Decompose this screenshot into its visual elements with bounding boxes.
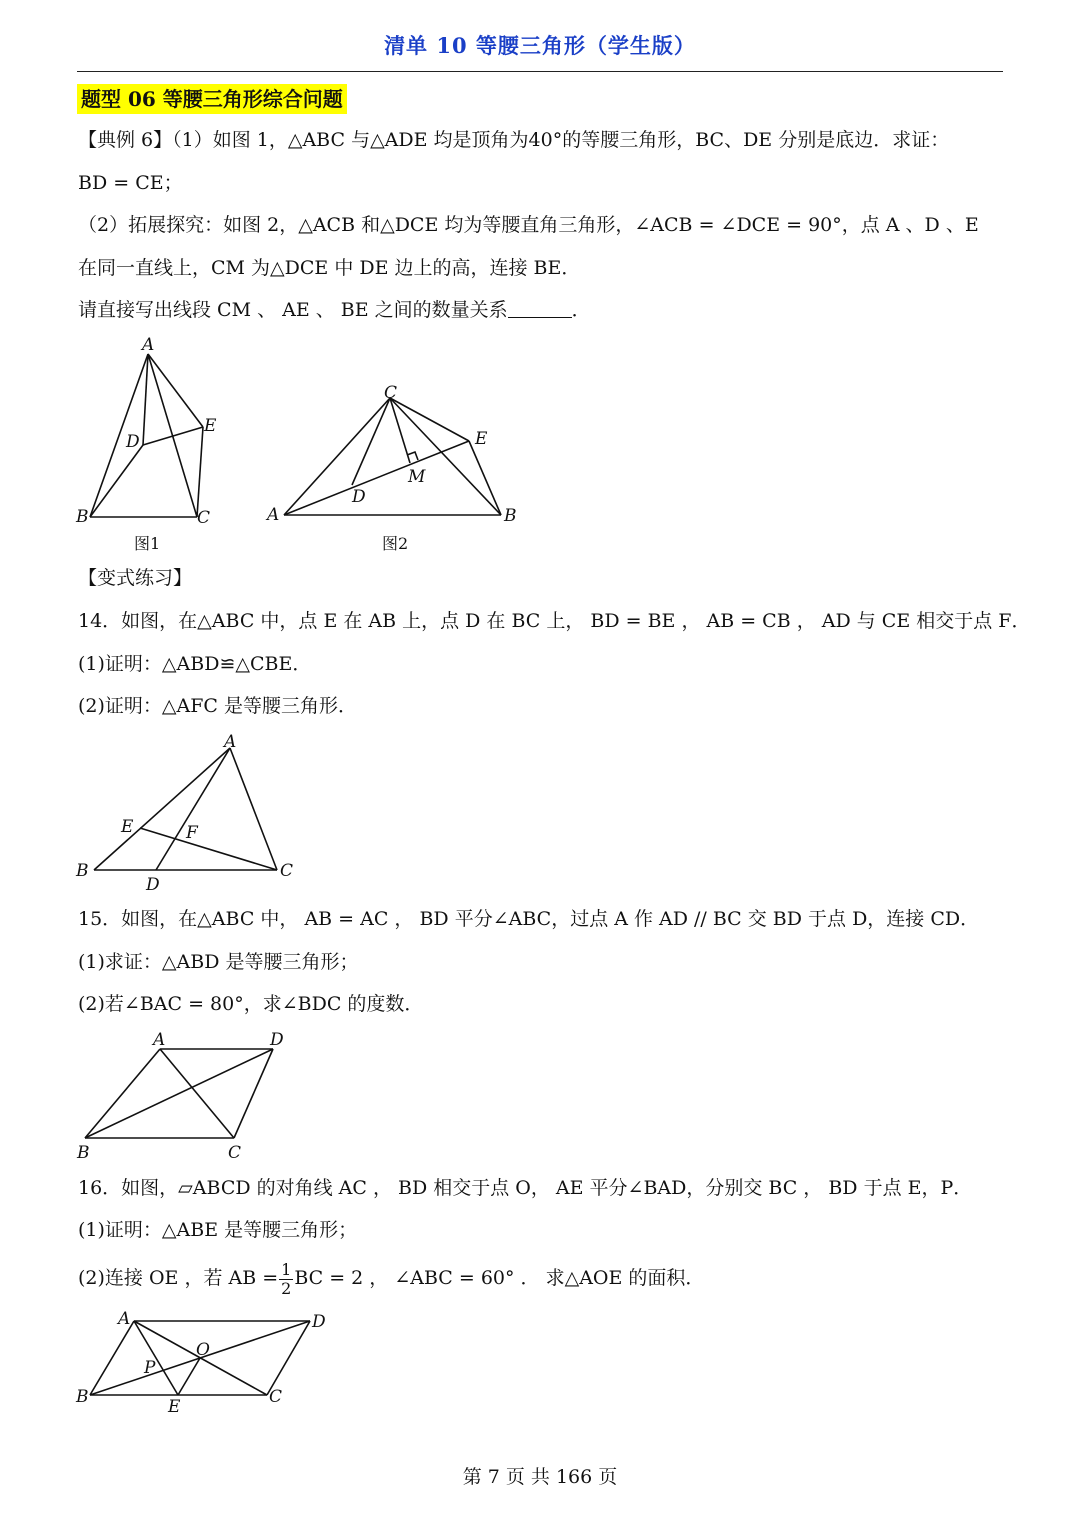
q16-line-1: 16．如图，▱ABCD 的对角线 AC ， BD 相交于点 O， AE 平分∠BAD，分别交 BC ， BD 于点 E，P． [78, 1177, 973, 1199]
q15-label-a: A [153, 1030, 166, 1050]
fig1-label-a: A [142, 335, 155, 355]
q15-line-3: (2)若∠BAC = 80°，求∠BDC 的度数． [78, 993, 424, 1015]
fig2-label-d: D [352, 487, 366, 507]
header-divider [77, 71, 1003, 72]
q15-figure [70, 1025, 310, 1165]
q16-line-3-end: BC = 2 ， ∠ABC = 60° ． 求△AOE 的面积． [294, 1267, 705, 1289]
q16-label-d: D [312, 1312, 326, 1332]
fig2-label-c: C [384, 383, 398, 403]
q14-label-b: B [76, 861, 89, 881]
q16-line-3 [78, 1258, 704, 1298]
q15-label-c: C [228, 1143, 242, 1163]
fig2-label-a: A [267, 505, 280, 525]
fig2-label-b: B [504, 506, 517, 526]
q14-label-d: D [146, 875, 160, 895]
q15-label-b: B [77, 1143, 90, 1163]
practice-heading: 【变式练习】 [78, 567, 193, 589]
q14-label-c: C [280, 861, 294, 881]
figure-1 [70, 330, 240, 560]
example-line-1: 【典例 6】（1）如图 1，△ABC 与△ADE 均是顶角为40°的等腰三角形，BC、DE 分别是底边．求证： [78, 129, 950, 151]
q16-line-3-start: (2)连接 OE ，若 AB = [78, 1267, 279, 1289]
q16-label-c: C [269, 1387, 283, 1407]
q14-line-3: (2)证明：△AFC 是等腰三角形． [78, 695, 358, 717]
q16-label-o: O [196, 1340, 210, 1360]
q14-line-1: 14．如图，在△ABC 中，点 E 在 AB 上，点 D 在 BC 上， BD = BE ， AB = CB ， AD 与 CE 相交于点 F． [78, 610, 1031, 632]
fig1-label-d: D [126, 432, 140, 452]
q14-label-a: A [224, 732, 237, 752]
q15-line-1: 15．如图，在△ABC 中， AB = AC ， BD 平分∠ABC，过点 A 作 AD // BC 交 BD 于点 D，连接 CD． [78, 908, 980, 930]
fig2-label-m: M [408, 467, 426, 487]
fig1-label-b: B [76, 507, 89, 527]
q16-label-a: A [118, 1309, 131, 1329]
q16-line-2: (1)证明：△ABE 是等腰三角形； [78, 1219, 358, 1241]
q16-label-b: B [76, 1387, 89, 1407]
answer-blank [508, 297, 572, 318]
example-line-2: BD = CE； [78, 172, 183, 194]
fig2-caption: 图2 [382, 534, 409, 553]
page-header-title: 清单 10 等腰三角形（学生版） [384, 33, 696, 58]
fig2-label-e: E [475, 429, 488, 449]
fig1-label-c: C [197, 508, 211, 528]
fig1-caption: 图1 [134, 534, 161, 553]
q14-figure [70, 728, 310, 898]
q14-label-f: F [186, 823, 198, 843]
example-line-3: （2）拓展探究：如图 2，△ACB 和△DCE 均为等腰直角三角形，∠ACB = ∠DCE = 90°，点 A 、D 、E [78, 214, 979, 236]
q16-figure [70, 1305, 370, 1420]
fraction-one-half: $\frac{1}{2}$ [281, 1259, 292, 1298]
page-footer: 第 7 页 共 166 页 [462, 1466, 618, 1488]
q15-label-d: D [270, 1030, 284, 1050]
example-question-end: ． [571, 299, 591, 321]
q16-label-p: P [144, 1358, 156, 1378]
q16-label-e: E [168, 1397, 181, 1417]
q14-label-e: E [121, 817, 134, 837]
section-label: 题型 06 等腰三角形综合问题 [77, 84, 347, 114]
q15-line-2: (1)求证：△ABD 是等腰三角形； [78, 951, 359, 973]
example-line-4: 在同一直线上，CM 为△DCE 中 DE 边上的高，连接 BE． [78, 257, 581, 279]
example-line-5 [78, 296, 591, 324]
example-question-text: 请直接写出线段 CM 、 AE 、 BE 之间的数量关系 [78, 299, 508, 321]
figure-2 [262, 378, 532, 560]
fig1-label-e: E [204, 416, 217, 436]
q14-line-2: (1)证明：△ABD≌△CBE． [78, 653, 312, 675]
